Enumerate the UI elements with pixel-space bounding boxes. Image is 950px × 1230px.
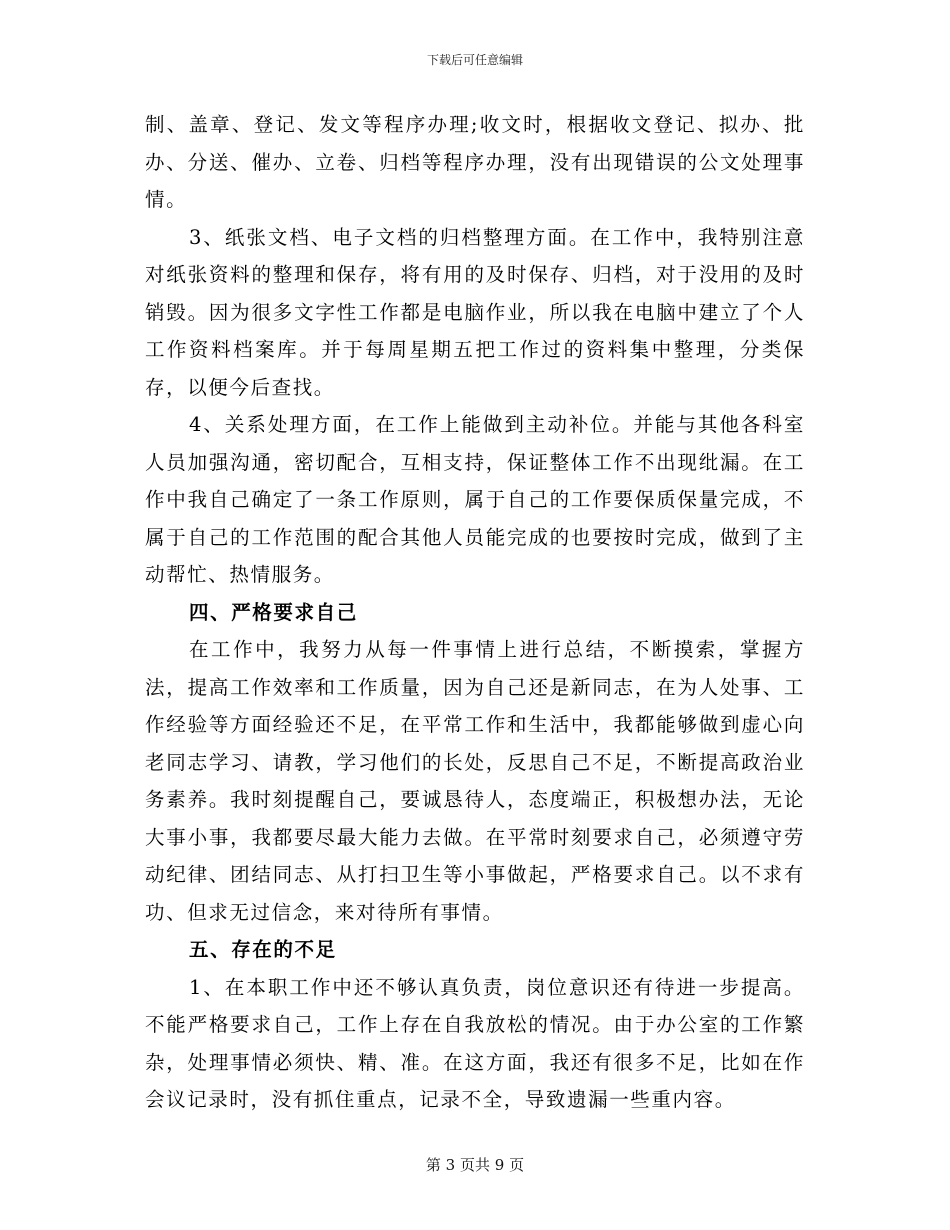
paragraph-doc-processing-continued: 制、盖章、登记、发文等程序办理;收文时，根据收文登记、拟办、批办、分送、催办、立卷、归档等程序办理，没有出现错误的公文处理事情。 xyxy=(145,113,805,211)
page-header: 下载后可任意编辑 xyxy=(426,53,523,67)
paragraph-shortcomings: 1、在本职工作中还不够认真负责，岗位意识还有待进一步提高。不能严格要求自己，工作上存在自我放松的情况。由于办公室的工作繁杂，处理事情必须快、精、准。在这方面，我还有很多不足，比如在作会议记录时，没有抓住重点，记录不全，导致遗漏一些重内容。 xyxy=(145,975,805,1111)
document-body xyxy=(145,106,805,1119)
paragraph-strict-requirements: 在工作中，我努力从每一件事情上进行总结，不断摸索，掌握方法，提高工作效率和工作质量，因为自己还是新同志，在为人处事、工作经验等方面经验还不足，在平常工作和生活中，我都能够做到虚心向老同志学习、请教，学习他们的长处，反思自己不足，不断提高政治业务素养。我时刻提醒自己，要诚恳待人，态度端正，积极想办法，无论大事小事，我都要尽最大能力去做。在平常时刻要求自己，必须遵守劳动纪律、团结同志、从打扫卫生等小事做起，严格要求自己。以不求有功、但求无过信念，来对待所有事情。 xyxy=(145,638,805,924)
paragraph-relations: 4、关系处理方面，在工作上能做到主动补位。并能与其他各科室人员加强沟通，密切配合，互相支持，保证整体工作不出现纰漏。在工作中我自己确定了一条工作原则，属于自己的工作要保质保量完成，不属于自己的工作范围的配合其他人员能完成的也要按时完成，做到了主动帮忙、热情服务。 xyxy=(145,413,805,586)
section-heading-shortcomings: 五、存在的不足 xyxy=(189,938,337,961)
section-heading-strict-requirements: 四、严格要求自己 xyxy=(189,600,358,624)
paragraph-archiving: 3、纸张文档、电子文档的归档整理方面。在工作中，我特别注意对纸张资料的整理和保存，将有用的及时保存、归档，对于没用的及时销毁。因为很多文字性工作都是电脑作业，所以我在电脑中建立了个人工作资料档案库。并于每周星期五把工作过的资料集中整理，分类保存，以便今后查找。 xyxy=(145,225,805,399)
page-number: 第 3 页共 9 页 xyxy=(425,1156,525,1174)
